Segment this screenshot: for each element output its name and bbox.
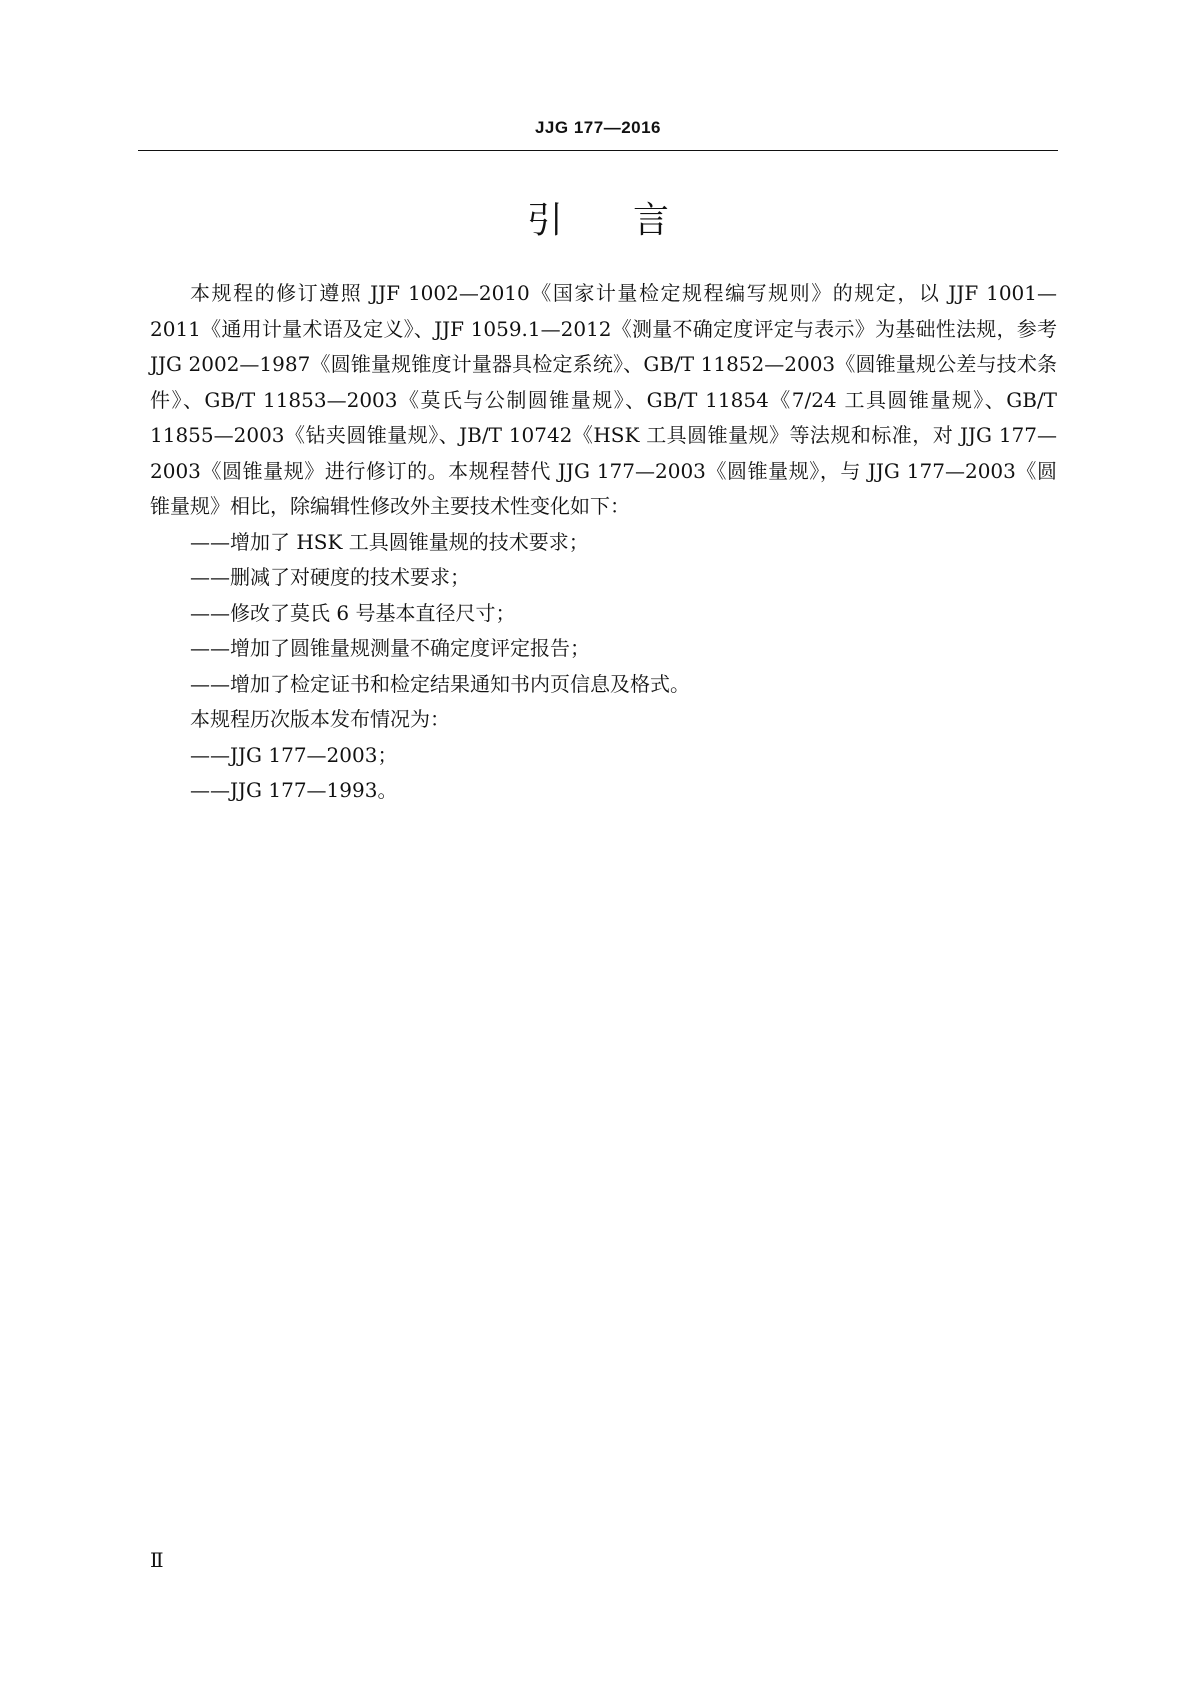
change-item: ——增加了检定证书和检定结果通知书内页信息及格式。 [190, 671, 690, 696]
intro-paragraph: 本规程的修订遵照 JJF 1002—2010《国家计量检定规程编写规则》的规定，以 JJF 1001—2011《通用计量术语及定义》、JJF 1059.1—2012《测量不确定度评定与表示》为基础性法规，参考 JJG 2002—1987《圆锥量规锥度计量器具检定系统》、GB/T 11852—2003《圆锥量规公差与技术条件》、GB/T 11853—2003《莫氏与公制圆锥量规》、GB/T 11854《7/24 工具圆锥量规》、GB/T 11855—2003《钻夹圆锥量规》、JB/T 10742《HSK 工具圆锥量规》等法规和标准，对 JJG 177—2003《圆锥量规》进行修订的。本规程替代 JJG 177—2003《圆锥量规》，与 JJG 177—2003《圆锥量规》相比，除编辑性修改外主要技术性变化如下： [150, 281, 1057, 518]
history-list [150, 738, 1057, 809]
header-rule [138, 150, 1058, 151]
changes-list [150, 525, 1057, 703]
history-item: ——JJG 177—2003； [190, 742, 398, 767]
change-item: ——增加了 HSK 工具圆锥量规的技术要求； [190, 529, 589, 554]
change-item: ——删减了对硬度的技术要求； [190, 565, 470, 589]
section-title: 引言 [526, 200, 739, 241]
page-number: Ⅱ [150, 1548, 164, 1572]
body-content [150, 276, 1057, 809]
history-item: ——JJG 177—1993。 [190, 778, 398, 802]
history-heading: 本规程历次版本发布情况为： [190, 707, 450, 731]
running-header: JJG 177—2016 [534, 118, 662, 137]
change-item: ——增加了圆锥量规测量不确定度评定报告； [190, 636, 590, 660]
change-item: ——修改了莫氏 6 号基本直径尺寸； [190, 600, 516, 625]
